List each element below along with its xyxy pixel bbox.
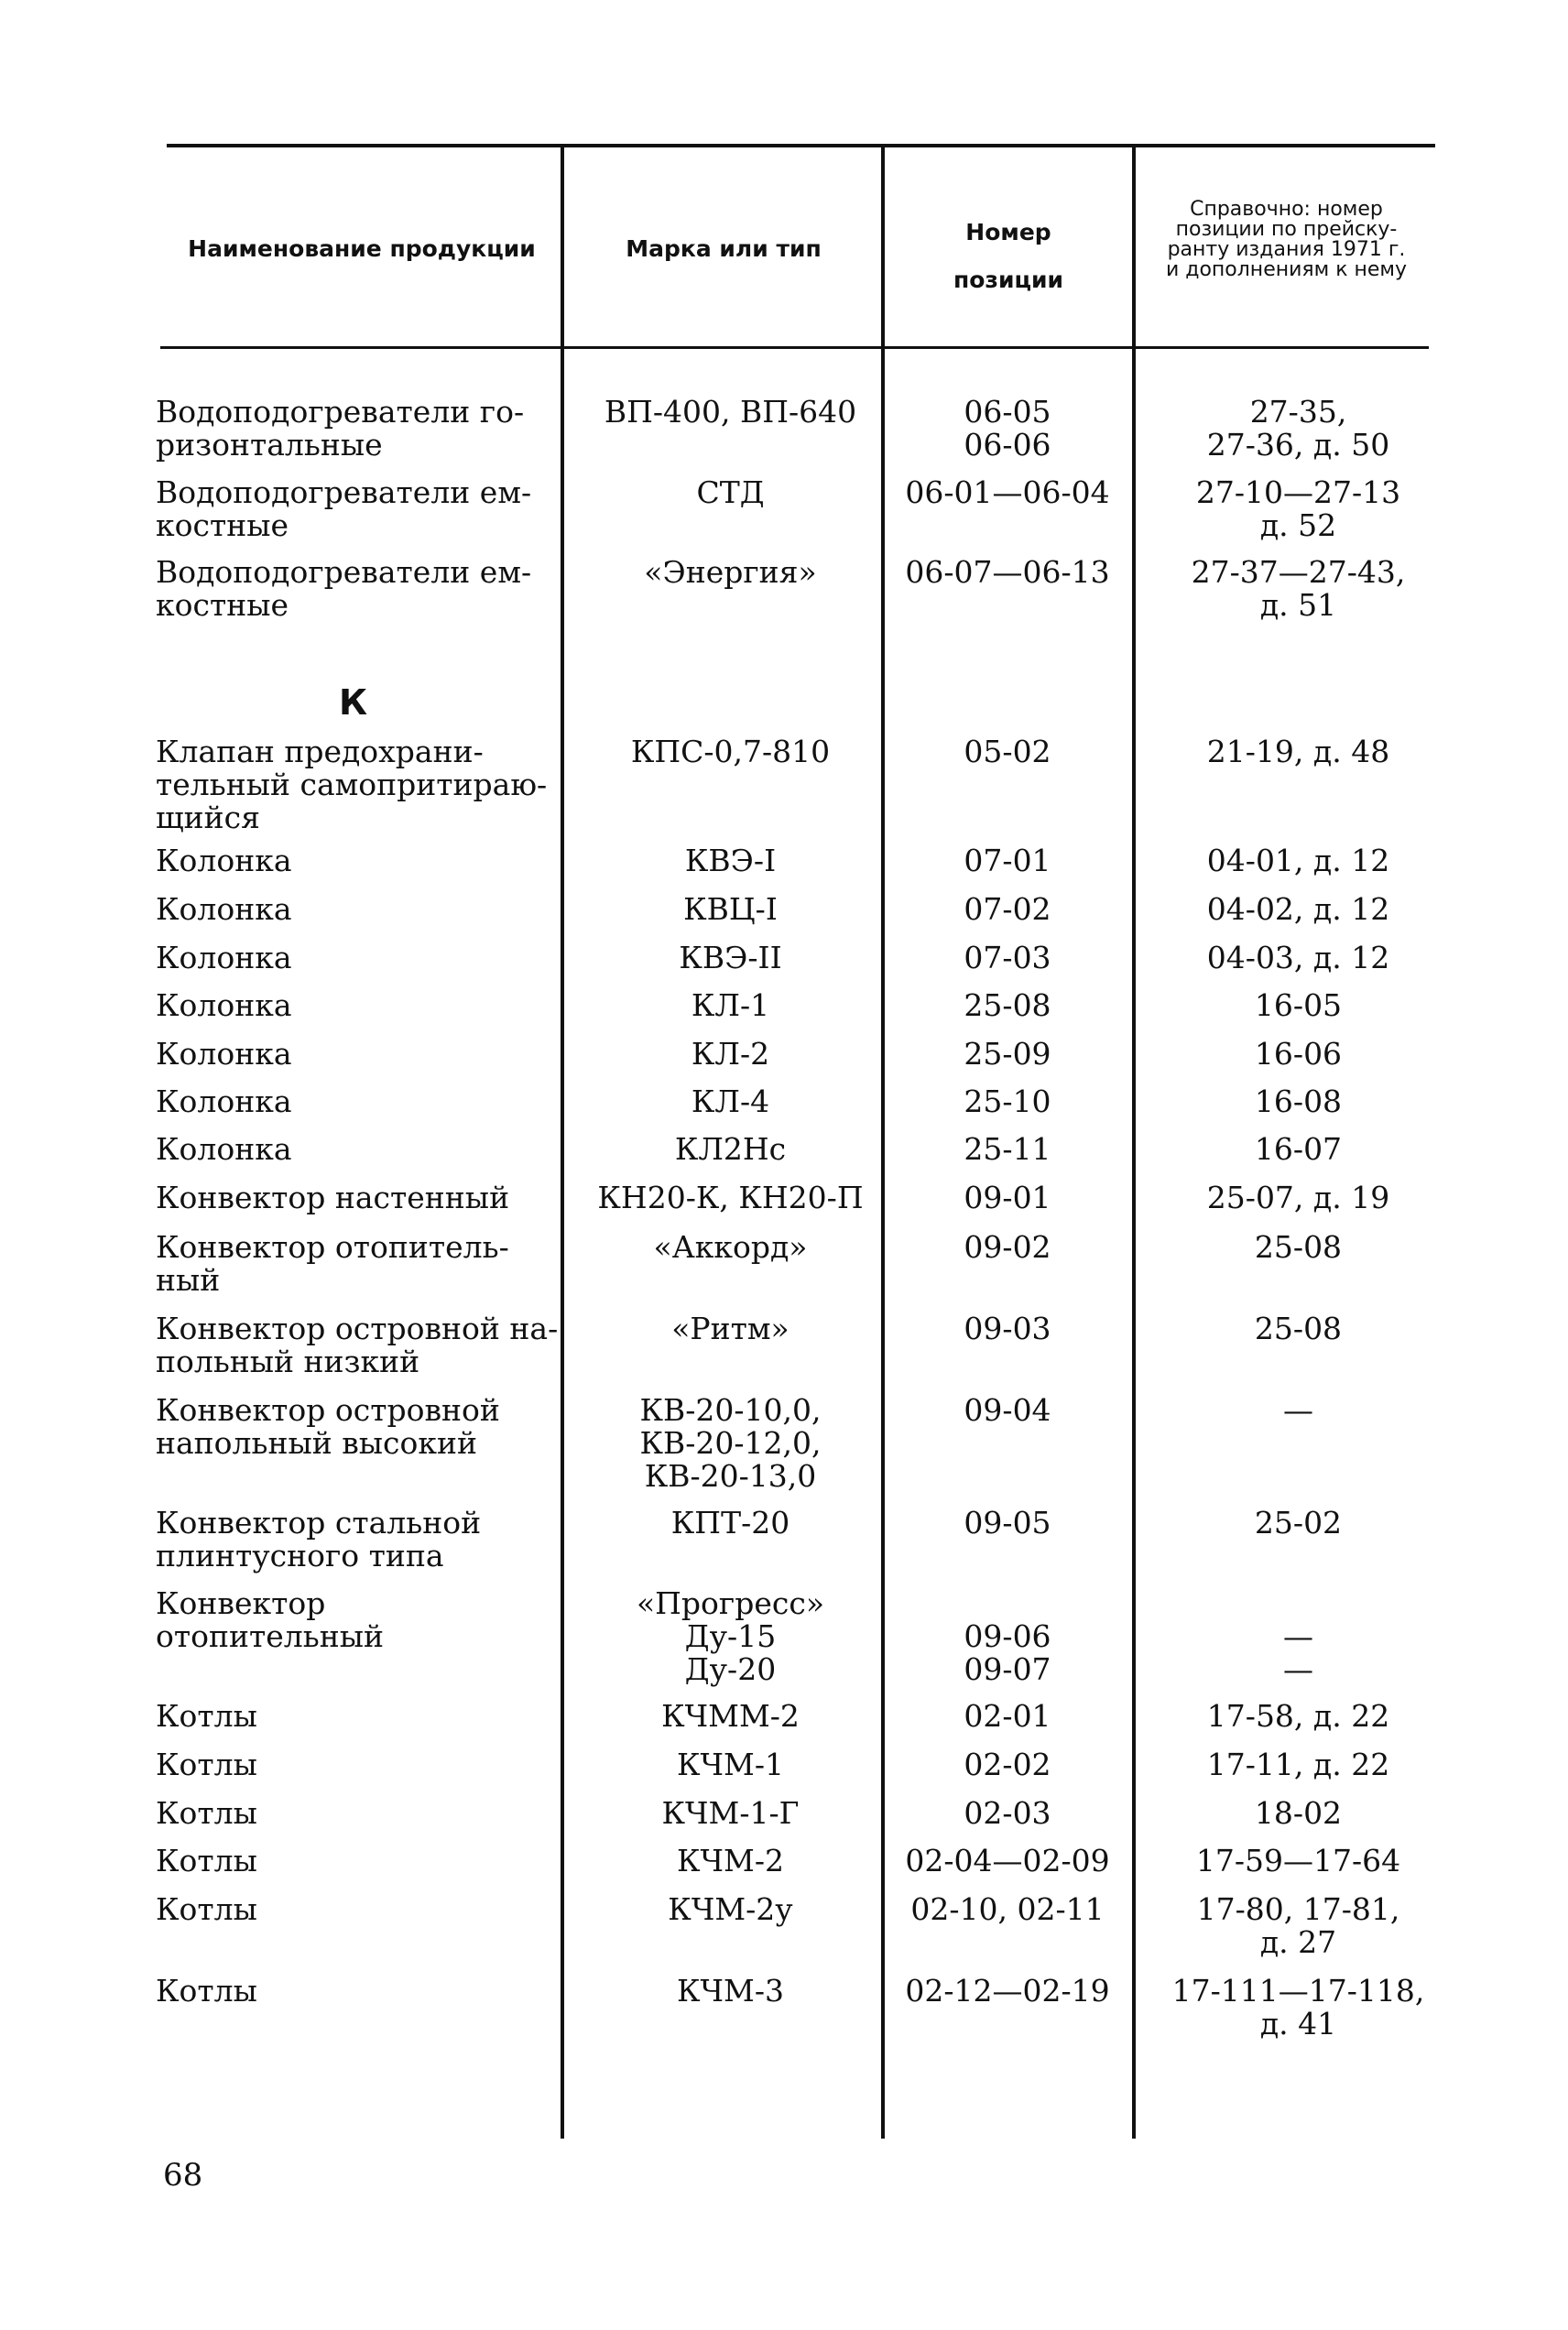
reference-cell: 25-02 xyxy=(1254,1505,1343,1541)
reference-cell: 27-10—27-13 д. 52 xyxy=(1195,474,1401,543)
position-cell: 09-03 xyxy=(964,1311,1051,1346)
reference-cell: 16-07 xyxy=(1254,1131,1343,1167)
mark-cell: КПТ-20 xyxy=(670,1505,790,1541)
product-name-cell: Конвектор отопительный xyxy=(156,1585,384,1654)
header-position-number: Номер позиции xyxy=(953,219,1064,293)
product-name-cell: Конвектор стальной плинтусного типа xyxy=(156,1505,482,1573)
mark-cell: КВ-20-10,0, КВ-20-12,0, КВ-20-13,0 xyxy=(639,1392,822,1494)
position-cell: 25-11 xyxy=(964,1131,1051,1167)
position-cell: 09-01 xyxy=(964,1180,1051,1215)
position-cell: 07-02 xyxy=(964,891,1051,927)
product-name-cell: Котлы xyxy=(156,1795,257,1831)
position-cell: 02-10, 02-11 xyxy=(910,1891,1105,1927)
product-name-cell: Котлы xyxy=(156,1843,257,1878)
mark-cell: КЛ-1 xyxy=(691,987,770,1023)
mark-cell: КЛ2Нс xyxy=(674,1131,787,1167)
mark-cell: ВП-400, ВП-640 xyxy=(604,394,857,430)
position-cell: 02-02 xyxy=(964,1747,1051,1782)
mark-cell: КЧМ-1-Г xyxy=(661,1795,800,1831)
mark-cell: КЧМ-3 xyxy=(677,1973,784,2009)
position-cell: 05-02 xyxy=(964,734,1051,769)
table-top-rule xyxy=(167,144,1435,147)
product-name-cell: Конвектор отопитель- ный xyxy=(156,1229,509,1298)
position-cell: 09-06 09-07 xyxy=(964,1618,1051,1687)
product-name-cell: Колонка xyxy=(156,987,292,1023)
reference-cell: 27-35, 27-36, д. 50 xyxy=(1206,394,1390,463)
reference-cell: 21-19, д. 48 xyxy=(1206,734,1390,769)
reference-cell: 18-02 xyxy=(1254,1795,1343,1831)
mark-cell: КН20-К, КН20-П xyxy=(597,1180,864,1215)
position-cell: 07-01 xyxy=(964,843,1051,878)
mark-cell: КПС-0,7-810 xyxy=(630,734,831,769)
reference-cell: 25-07, д. 19 xyxy=(1206,1180,1390,1215)
product-name-cell: Колонка xyxy=(156,1036,292,1072)
reference-cell: 17-58, д. 22 xyxy=(1206,1698,1390,1734)
mark-cell: КЛ-4 xyxy=(691,1083,770,1119)
product-name-cell: Колонка xyxy=(156,940,292,975)
reference-cell: 25-08 xyxy=(1254,1229,1343,1265)
position-cell: 06-05 06-06 xyxy=(964,394,1051,463)
reference-cell: — — xyxy=(1283,1618,1313,1687)
header-mark-type: Марка или тип xyxy=(626,235,822,262)
position-cell: 09-05 xyxy=(964,1505,1051,1541)
reference-cell: 16-05 xyxy=(1254,987,1343,1023)
position-cell: 02-12—02-19 xyxy=(905,1973,1110,2009)
position-cell: 06-01—06-04 xyxy=(905,474,1110,510)
mark-cell: «Энергия» xyxy=(644,554,817,590)
product-name-cell: Колонка xyxy=(156,1083,292,1119)
position-cell: 02-03 xyxy=(964,1795,1051,1831)
mark-cell: КЧМ-1 xyxy=(677,1747,784,1782)
product-name-cell: Конвектор островной на- польный низкий xyxy=(156,1311,559,1379)
mark-cell: КЧММ-2 xyxy=(661,1698,800,1734)
position-cell: 25-09 xyxy=(964,1036,1051,1072)
product-name-cell: Конвектор островной напольный высокий xyxy=(156,1392,500,1461)
mark-cell: КВЦ-I xyxy=(683,891,778,927)
product-name-cell: Водоподогреватели ем- костные xyxy=(156,554,532,623)
position-cell: 09-02 xyxy=(964,1229,1051,1265)
product-name-cell: Колонка xyxy=(156,891,292,927)
header-bottom-rule xyxy=(160,346,1429,349)
header-reference: Справочно: номер позиции по прейску- ранту издания 1971 г. и дополнениям к нему xyxy=(1165,198,1408,281)
reference-cell: 16-06 xyxy=(1254,1036,1343,1072)
product-name-cell: Котлы xyxy=(156,1747,257,1782)
product-name-cell: Водоподогреватели ем- костные xyxy=(156,474,532,543)
position-cell: 02-01 xyxy=(964,1698,1051,1734)
mark-cell: КЧМ-2у xyxy=(668,1891,793,1927)
column-divider-3 xyxy=(1132,147,1136,2139)
reference-cell: 17-80, 17-81, д. 27 xyxy=(1196,1891,1400,1960)
mark-cell: КЧМ-2 xyxy=(677,1843,784,1878)
position-cell: 02-04—02-09 xyxy=(905,1843,1110,1878)
reference-cell: 25-08 xyxy=(1254,1311,1343,1346)
mark-cell: «Аккорд» xyxy=(653,1229,808,1265)
position-cell: 07-03 xyxy=(964,940,1051,975)
position-cell: 09-04 xyxy=(964,1392,1051,1428)
reference-cell: 16-08 xyxy=(1254,1083,1343,1119)
mark-cell: «Прогресс» Ду-15 Ду-20 xyxy=(636,1585,825,1687)
reference-cell: 27-37—27-43, д. 51 xyxy=(1191,554,1406,623)
mark-cell: «Ритм» xyxy=(671,1311,789,1346)
mark-cell: СТД xyxy=(696,474,765,510)
reference-cell: 04-01, д. 12 xyxy=(1206,843,1390,878)
product-name-cell: Колонка xyxy=(156,843,292,878)
mark-cell: КВЭ-II xyxy=(679,940,782,975)
product-name-cell: Водоподогреватели го- ризонтальные xyxy=(156,394,525,463)
product-name-cell: Клапан предохрани- тельный самопритираю- щийся xyxy=(156,734,548,835)
header-product-name: Наименование продукции xyxy=(188,235,536,262)
position-cell: 06-07—06-13 xyxy=(905,554,1110,590)
reference-cell: 17-11, д. 22 xyxy=(1206,1747,1390,1782)
reference-cell: 17-111—17-118, д. 41 xyxy=(1171,1973,1425,2041)
reference-cell: 04-03, д. 12 xyxy=(1206,940,1390,975)
column-divider-1 xyxy=(561,147,564,2139)
product-name-cell: Котлы xyxy=(156,1698,257,1734)
position-cell: 25-08 xyxy=(964,987,1051,1023)
page-number: 68 xyxy=(163,2157,203,2194)
reference-cell: 17-59—17-64 xyxy=(1195,1843,1401,1878)
mark-cell: КЛ-2 xyxy=(691,1036,770,1072)
position-cell: 25-10 xyxy=(964,1083,1051,1119)
reference-cell: — xyxy=(1283,1392,1313,1428)
product-name-cell: Колонка xyxy=(156,1131,292,1167)
product-name-cell: Котлы xyxy=(156,1973,257,2009)
mark-cell: КВЭ-I xyxy=(684,843,777,878)
reference-cell: 04-02, д. 12 xyxy=(1206,891,1390,927)
section-letter: К xyxy=(339,682,368,723)
product-name-cell: Котлы xyxy=(156,1891,257,1927)
product-name-cell: Конвектор настенный xyxy=(156,1180,510,1215)
